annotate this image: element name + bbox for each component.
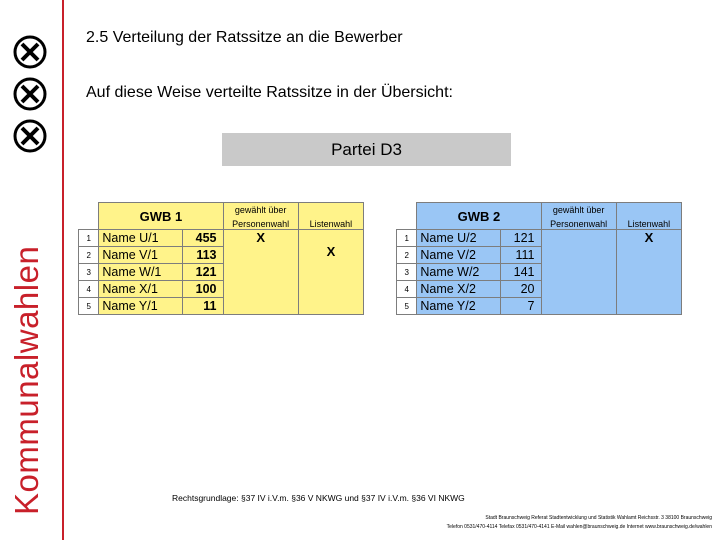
gwb1-col-listenwahl: Listenwahl <box>298 203 363 230</box>
table-row: 2 Name V/2 111 <box>397 247 682 264</box>
cross-circle-icon <box>12 76 48 112</box>
candidate-name: Name U/2 <box>417 230 500 247</box>
gwb2-col-personenwahl: gewählt über Personenwahl <box>541 203 616 230</box>
candidate-name: Name Y/1 <box>99 298 182 315</box>
sidebar-divider <box>62 0 64 540</box>
table-row: 3 Name W/1 121 <box>79 264 364 281</box>
gwb1-personenwahl-mark: X <box>223 230 298 315</box>
gwb1-listenwahl-mark: X <box>298 230 363 315</box>
table-row: 4 Name X/2 20 <box>397 281 682 298</box>
page-subtitle: Auf diese Weise verteilte Ratssitze in der Übersicht: <box>86 84 453 101</box>
candidate-name: Name V/2 <box>417 247 500 264</box>
cross-circle-icon <box>12 34 48 70</box>
candidate-votes: 11 <box>182 298 223 315</box>
gwb2-listenwahl-mark: X <box>616 230 681 315</box>
gwb2-table <box>396 202 682 315</box>
gwb1-table <box>78 202 364 315</box>
candidate-votes: 141 <box>500 264 541 281</box>
candidate-votes: 121 <box>500 230 541 247</box>
table-row: 1 Name U/2 121 X <box>397 230 682 247</box>
gwb2-title: GWB 2 <box>417 203 541 230</box>
candidate-votes: 121 <box>182 264 223 281</box>
table-row: 5 Name Y/2 7 <box>397 298 682 315</box>
gwb1-title: GWB 1 <box>99 203 223 230</box>
table-row: 5 Name Y/1 11 <box>79 298 364 315</box>
legal-basis: Rechtsgrundlage: §37 IV i.V.m. §36 V NKWG und §37 IV i.V.m. §36 VI NKWG <box>172 493 465 503</box>
table-row: 4 Name X/1 100 <box>79 281 364 298</box>
table-row: 3 Name W/2 141 <box>397 264 682 281</box>
sidebar <box>0 0 62 540</box>
page-title: 2.5 Verteilung der Ratssitze an die Bewerber <box>86 29 403 46</box>
candidate-votes: 113 <box>182 247 223 264</box>
gwb2-col-listenwahl: Listenwahl <box>616 203 681 230</box>
vertical-title: Kommunalwahlen <box>8 245 45 515</box>
gwb1-gewaehlt-label: gewählt über <box>234 205 287 215</box>
party-banner: Partei D3 <box>222 133 511 166</box>
candidate-name: Name W/2 <box>417 264 500 281</box>
table-row: 1 Name U/1 455 X X <box>79 230 364 247</box>
candidate-votes: 7 <box>500 298 541 315</box>
contact-line-2: Telefon 0531/470-4114 Telefax 0531/470-4141 E-Mail wahlen@braunschweig.de Internet www.braunschweig.de/wahlen <box>446 524 712 530</box>
gwb2-gewaehlt-label: gewählt über <box>552 205 605 215</box>
candidate-name: Name W/1 <box>99 264 182 281</box>
contact-info <box>447 514 712 532</box>
contact-line-1: Stadt Braunschweig Referat Stadtentwicklung und Statistik Wahlamt Reichsstr. 3 38100 Braunschweig <box>485 515 712 521</box>
candidate-name: Name V/1 <box>99 247 182 264</box>
candidate-name: Name X/2 <box>417 281 500 298</box>
cross-circle-icon <box>12 118 48 154</box>
candidate-votes: 20 <box>500 281 541 298</box>
candidate-name: Name X/1 <box>99 281 182 298</box>
candidate-votes: 100 <box>182 281 223 298</box>
candidate-name: Name Y/2 <box>417 298 500 315</box>
candidate-votes: 455 <box>182 230 223 247</box>
gwb1-col-personenwahl: gewählt über Personenwahl <box>223 203 298 230</box>
candidate-name: Name U/1 <box>99 230 182 247</box>
gwb2-personenwahl-mark <box>541 230 616 315</box>
candidate-votes: 111 <box>500 247 541 264</box>
table-row: 2 Name V/1 113 <box>79 247 364 264</box>
